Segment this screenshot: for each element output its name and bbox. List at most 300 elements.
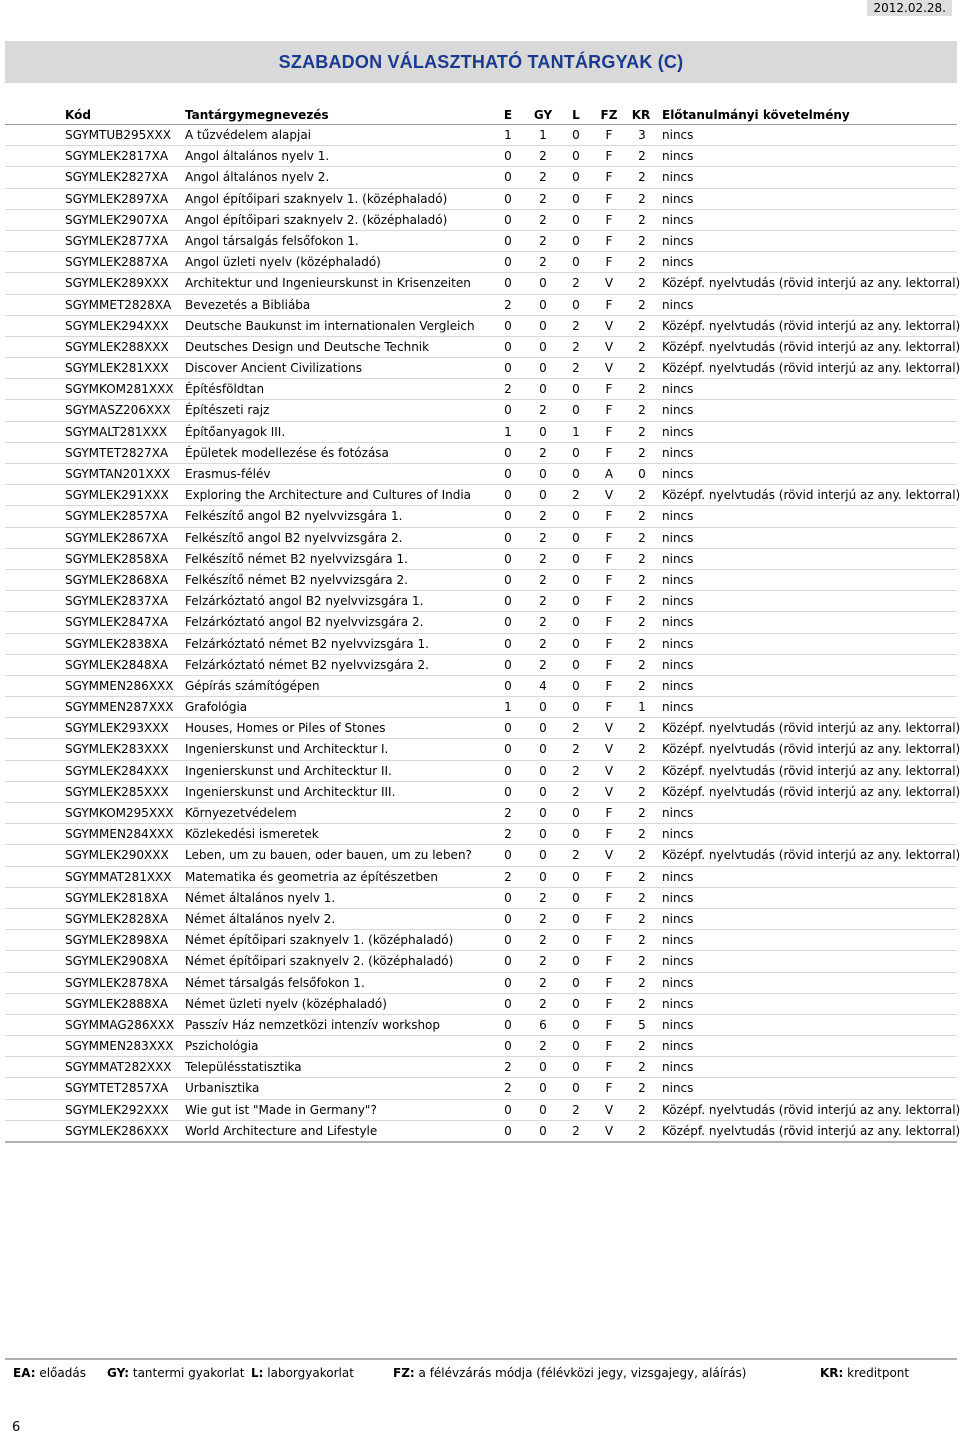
course-name: Felzárkóztató angol B2 nyelvvizsgára 2.	[185, 615, 424, 630]
practice-hours: 0	[539, 869, 547, 884]
course-name: Wie gut ist "Made in Germany"?	[185, 1102, 377, 1117]
practice-hours: 2	[539, 403, 547, 418]
credit-points: 2	[638, 954, 646, 969]
page-number: 6	[12, 1420, 21, 1435]
course-code: SGYMLEK2888XA	[65, 996, 169, 1011]
prerequisite: nincs	[662, 975, 694, 990]
legend-key: FZ:	[393, 1366, 415, 1380]
credit-points: 2	[638, 784, 646, 799]
lecture-hours: 0	[504, 233, 512, 248]
prerequisite: Középf. nyelvtudás (rövid interjú az any. lektorral)	[662, 488, 960, 503]
document-date: 2012.02.28.	[867, 0, 952, 16]
lab-hours: 2	[572, 784, 580, 799]
lecture-hours: 2	[504, 869, 512, 884]
lecture-hours: 0	[504, 996, 512, 1011]
practice-hours: 0	[539, 721, 547, 736]
credit-points: 2	[638, 911, 646, 926]
course-code: SGYMMAT281XXX	[65, 869, 172, 884]
prerequisite: nincs	[662, 615, 694, 630]
lab-hours: 0	[572, 255, 580, 270]
course-name: Discover Ancient Civilizations	[185, 361, 362, 376]
assessment-type: F	[605, 869, 613, 884]
practice-hours: 2	[539, 594, 547, 609]
credit-points: 2	[638, 1081, 646, 1096]
credit-points: 2	[638, 339, 646, 354]
course-name: Houses, Homes or Piles of Stones	[185, 721, 386, 736]
lab-hours: 0	[572, 1017, 580, 1032]
course-code: SGYMLEK293XXX	[65, 721, 169, 736]
lecture-hours: 1	[504, 128, 512, 142]
assessment-type: F	[605, 1017, 613, 1032]
course-name: Angol üzleti nyelv (középhaladó)	[185, 255, 381, 270]
course-code: SGYMLEK288XXX	[65, 339, 169, 354]
credit-points: 2	[638, 170, 646, 185]
course-name: Erasmus-félév	[185, 467, 271, 481]
header-gy: GY	[533, 108, 553, 122]
course-name: Ingenierskunst und Architecktur I.	[185, 742, 389, 757]
assessment-type: F	[605, 636, 613, 651]
prerequisite: nincs	[662, 827, 694, 842]
practice-hours: 0	[539, 424, 547, 439]
course-code: SGYMMEN284XXX	[65, 827, 174, 842]
assessment-type: F	[605, 551, 613, 566]
table-row	[5, 867, 957, 888]
course-code: SGYMMET2828XA	[65, 297, 172, 312]
assessment-type: F	[605, 954, 613, 969]
practice-hours: 2	[539, 572, 547, 587]
practice-hours: 2	[539, 636, 547, 651]
assessment-type: F	[605, 996, 613, 1011]
credit-points: 2	[638, 1123, 646, 1138]
table-row	[5, 570, 957, 591]
practice-hours: 0	[539, 1123, 547, 1138]
course-code: SGYMLEK2887XA	[65, 255, 169, 270]
course-code: SGYMLEK294XXX	[65, 318, 169, 333]
prerequisite: nincs	[662, 551, 694, 566]
lecture-hours: 0	[504, 1039, 512, 1054]
legend-key: KR:	[820, 1366, 844, 1380]
course-name: Felzárkóztató angol B2 nyelvvizsgára 1.	[185, 594, 424, 609]
lecture-hours: 0	[504, 933, 512, 948]
prerequisite: nincs	[662, 191, 694, 206]
course-code: SGYMLEK292XXX	[65, 1102, 169, 1117]
practice-hours: 0	[539, 700, 547, 715]
course-name: Közlekedési ismeretek	[185, 827, 319, 842]
assessment-type: F	[605, 255, 613, 270]
practice-hours: 0	[539, 806, 547, 820]
assessment-type: F	[605, 424, 613, 439]
practice-hours: 0	[539, 784, 547, 799]
table-row	[5, 1121, 960, 1143]
lecture-hours: 0	[504, 784, 512, 799]
credit-points: 2	[638, 848, 646, 863]
course-name: Német üzleti nyelv (középhaladó)	[185, 996, 387, 1011]
credit-points: 1	[638, 700, 646, 715]
lab-hours: 1	[572, 424, 580, 439]
course-name: Felkészítő angol B2 nyelvvizsgára 1.	[185, 509, 403, 524]
lab-hours: 0	[572, 1039, 580, 1054]
course-code: SGYMLEK2868XA	[65, 572, 169, 587]
credit-points: 2	[638, 869, 646, 884]
header-name: Tantárgymegnevezés	[185, 108, 329, 122]
lab-hours: 0	[572, 212, 580, 227]
prerequisite: nincs	[662, 594, 694, 609]
assessment-type: F	[605, 700, 613, 715]
table-row	[5, 464, 957, 485]
table-row	[5, 676, 957, 697]
prerequisite: nincs	[662, 403, 694, 418]
assessment-type: F	[605, 657, 613, 672]
prerequisite: Középf. nyelvtudás (rövid interjú az any. lektorral)	[662, 721, 960, 736]
lecture-hours: 0	[504, 149, 512, 164]
prerequisite: nincs	[662, 424, 694, 439]
assessment-type: F	[605, 170, 613, 185]
lecture-hours: 0	[504, 636, 512, 651]
lab-hours: 0	[572, 615, 580, 630]
table-row	[5, 803, 957, 824]
course-code: SGYMLEK283XXX	[65, 742, 169, 757]
table-row	[5, 909, 957, 930]
course-code: SGYMLEK2817XA	[65, 149, 169, 164]
credit-points: 2	[638, 806, 646, 820]
credit-points: 5	[638, 1017, 646, 1032]
course-code: SGYMKOM295XXX	[65, 806, 174, 820]
course-name: Felkészítő német B2 nyelvvizsgára 2.	[185, 572, 408, 587]
lecture-hours: 2	[504, 827, 512, 842]
course-code: SGYMLEK291XXX	[65, 488, 169, 503]
course-name: Architektur und Ingenieurskunst in Krisenzeiten	[185, 276, 471, 291]
lecture-hours: 1	[504, 700, 512, 715]
practice-hours: 0	[539, 339, 547, 354]
course-code: SGYMTET2827XA	[65, 445, 169, 460]
practice-hours: 2	[539, 996, 547, 1011]
table-row	[5, 252, 957, 273]
lecture-hours: 0	[504, 1017, 512, 1032]
practice-hours: 2	[539, 551, 547, 566]
prerequisite: nincs	[662, 657, 694, 672]
course-code: SGYMLEK2847XA	[65, 615, 169, 630]
practice-hours: 0	[539, 1081, 547, 1096]
prerequisite: nincs	[662, 911, 694, 926]
assessment-type: V	[604, 763, 614, 778]
credit-points: 2	[638, 233, 646, 248]
lecture-hours: 0	[504, 678, 512, 693]
table-row	[5, 146, 957, 167]
lab-hours: 2	[572, 318, 580, 333]
prerequisite: nincs	[662, 806, 694, 820]
assessment-type: A	[604, 467, 614, 481]
course-code: SGYMLEK2858XA	[65, 551, 169, 566]
practice-hours: 2	[539, 615, 547, 630]
course-name: Építőanyagok III.	[185, 424, 286, 439]
prerequisite: nincs	[662, 890, 694, 905]
prerequisite: nincs	[662, 128, 694, 142]
course-name: Pszichológia	[185, 1039, 259, 1054]
assessment-type: F	[605, 975, 613, 990]
course-code: SGYMTET2857XA	[65, 1081, 169, 1096]
lecture-hours: 0	[504, 445, 512, 460]
lecture-hours: 0	[504, 488, 512, 503]
course-name: Urbanisztika	[185, 1081, 260, 1096]
assessment-type: F	[605, 827, 613, 842]
prerequisite: nincs	[662, 700, 694, 715]
lecture-hours: 0	[504, 594, 512, 609]
course-name: Angol általános nyelv 2.	[185, 170, 330, 185]
course-code: SGYMLEK2898XA	[65, 933, 169, 948]
course-name: Épületek modellezése és fotózása	[185, 445, 389, 460]
lecture-hours: 0	[504, 848, 512, 863]
table-row	[5, 973, 957, 994]
lab-hours: 0	[572, 954, 580, 969]
assessment-type: F	[605, 191, 613, 206]
table-row	[5, 1078, 957, 1099]
prerequisite: nincs	[662, 1017, 694, 1032]
lab-hours: 0	[572, 975, 580, 990]
course-name: Építészeti rajz	[185, 403, 270, 418]
table-row	[5, 824, 957, 845]
credit-points: 2	[638, 318, 646, 333]
table-row	[5, 845, 960, 866]
table-row	[5, 549, 957, 570]
prerequisite: Középf. nyelvtudás (rövid interjú az any. lektorral)	[662, 784, 960, 799]
course-name: Német társalgás felsőfokon 1.	[185, 975, 365, 990]
prerequisite: Középf. nyelvtudás (rövid interjú az any. lektorral)	[662, 1123, 960, 1138]
prerequisite: nincs	[662, 996, 694, 1011]
assessment-type: F	[605, 806, 613, 820]
course-name: Gépírás számítógépen	[185, 678, 320, 693]
lecture-hours: 1	[504, 424, 512, 439]
legend-item	[107, 1366, 244, 1380]
practice-hours: 2	[539, 255, 547, 270]
practice-hours: 0	[539, 488, 547, 503]
lecture-hours: 0	[504, 191, 512, 206]
table-row	[5, 379, 957, 400]
header-fz: FZ	[600, 108, 618, 122]
lab-hours: 0	[572, 445, 580, 460]
practice-hours: 0	[539, 1060, 547, 1075]
course-code: SGYMLEK2877XA	[65, 233, 169, 248]
assessment-type: F	[605, 1039, 613, 1054]
assessment-type: F	[605, 594, 613, 609]
practice-hours: 0	[539, 318, 547, 333]
assessment-type: F	[605, 445, 613, 460]
assessment-type: F	[605, 509, 613, 524]
credit-points: 2	[638, 212, 646, 227]
header-prerequisite: Előtanulmányi követelmény	[662, 108, 850, 122]
lecture-hours: 0	[504, 170, 512, 185]
credit-points: 2	[638, 509, 646, 524]
assessment-type: F	[605, 615, 613, 630]
course-code: SGYMLEK2867XA	[65, 530, 169, 545]
lab-hours: 0	[572, 678, 580, 693]
assessment-type: F	[605, 212, 613, 227]
course-name: Angol építőipari szaknyelv 2. (középhaladó)	[185, 212, 448, 227]
lecture-hours: 0	[504, 212, 512, 227]
course-code: SGYMLEK286XXX	[65, 1123, 169, 1138]
table-row	[5, 358, 960, 379]
title-banner	[5, 41, 957, 83]
table-row	[5, 506, 957, 527]
lecture-hours: 0	[504, 742, 512, 757]
course-code: SGYMKOM281XXX	[65, 382, 174, 397]
course-name: Grafológia	[185, 700, 248, 715]
course-code: SGYMLEK290XXX	[65, 848, 169, 863]
assessment-type: F	[605, 233, 613, 248]
lab-hours: 0	[572, 657, 580, 672]
prerequisite: nincs	[662, 572, 694, 587]
lecture-hours: 0	[504, 954, 512, 969]
lecture-hours: 0	[504, 911, 512, 926]
credit-points: 2	[638, 1102, 646, 1117]
lecture-hours: 0	[504, 1102, 512, 1117]
practice-hours: 0	[539, 1102, 547, 1117]
legend-key: GY:	[107, 1366, 130, 1380]
practice-hours: 2	[539, 954, 547, 969]
lecture-hours: 0	[504, 721, 512, 736]
course-code: SGYMMEN286XXX	[65, 678, 174, 693]
practice-hours: 2	[539, 233, 547, 248]
table-row	[5, 612, 957, 633]
legend-text: előadás	[39, 1366, 86, 1380]
lab-hours: 0	[572, 467, 580, 481]
legend-text: kreditpont	[847, 1366, 910, 1380]
legend-key: EA:	[13, 1366, 36, 1380]
lecture-hours: 0	[504, 657, 512, 672]
course-name: Angol építőipari szaknyelv 1. (középhaladó)	[185, 191, 448, 206]
course-code: SGYMLEK2857XA	[65, 509, 169, 524]
credit-points: 2	[638, 933, 646, 948]
practice-hours: 0	[539, 848, 547, 863]
credit-points: 2	[638, 721, 646, 736]
credit-points: 2	[638, 742, 646, 757]
lab-hours: 2	[572, 848, 580, 863]
prerequisite: Középf. nyelvtudás (rövid interjú az any. lektorral)	[662, 339, 960, 354]
legend-item	[13, 1366, 86, 1380]
table-row	[5, 337, 960, 358]
prerequisite: nincs	[662, 170, 694, 185]
credit-points: 3	[638, 128, 646, 142]
practice-hours: 2	[539, 911, 547, 926]
credit-points: 2	[638, 657, 646, 672]
credit-points: 2	[638, 276, 646, 291]
course-name: Deutsche Baukunst im internationalen Vergleich	[185, 318, 475, 333]
credit-points: 2	[638, 382, 646, 397]
table-row	[5, 528, 957, 549]
course-name: Felzárkóztató német B2 nyelvvizsgára 2.	[185, 657, 429, 672]
lecture-hours: 0	[504, 255, 512, 270]
lab-hours: 2	[572, 763, 580, 778]
course-code: SGYMLEK2897XA	[65, 191, 169, 206]
practice-hours: 0	[539, 763, 547, 778]
prerequisite: nincs	[662, 1039, 694, 1054]
course-code: SGYMLEK2828XA	[65, 911, 169, 926]
lab-hours: 0	[572, 594, 580, 609]
table-row	[5, 782, 960, 803]
lab-hours: 2	[572, 742, 580, 757]
practice-hours: 6	[539, 1017, 547, 1032]
course-name: Leben, um zu bauen, oder bauen, um zu leben?	[185, 848, 472, 863]
legend-item	[393, 1366, 746, 1380]
lecture-hours: 0	[504, 1123, 512, 1138]
credit-points: 2	[638, 1060, 646, 1075]
course-code: SGYMLEK289XXX	[65, 276, 169, 291]
assessment-type: F	[605, 403, 613, 418]
course-table	[5, 104, 960, 1143]
credit-points: 2	[638, 572, 646, 587]
practice-hours: 2	[539, 890, 547, 905]
legend-item	[820, 1366, 909, 1380]
course-name: Német építőipari szaknyelv 2. (középhaladó)	[185, 954, 454, 969]
table-row	[5, 167, 957, 188]
prerequisite: Középf. nyelvtudás (rövid interjú az any. lektorral)	[662, 742, 960, 757]
credit-points: 2	[638, 530, 646, 545]
practice-hours: 2	[539, 1039, 547, 1054]
lecture-hours: 2	[504, 297, 512, 312]
assessment-type: F	[605, 890, 613, 905]
credit-points: 2	[638, 551, 646, 566]
prerequisite: Középf. nyelvtudás (rövid interjú az any. lektorral)	[662, 763, 960, 778]
course-code: SGYMASZ206XXX	[65, 403, 171, 418]
lecture-hours: 0	[504, 467, 512, 481]
lecture-hours: 0	[504, 572, 512, 587]
lab-hours: 0	[572, 890, 580, 905]
course-name: Építésföldtan	[185, 382, 265, 397]
lab-hours: 0	[572, 403, 580, 418]
lab-hours: 0	[572, 1060, 580, 1075]
table-row	[5, 400, 957, 421]
prerequisite: nincs	[662, 149, 694, 164]
table-row	[5, 231, 957, 252]
lecture-hours: 0	[504, 276, 512, 291]
lecture-hours: 2	[504, 1081, 512, 1096]
course-code: SGYMMEN283XXX	[65, 1039, 174, 1054]
course-name: Matematika és geometria az építészetben	[185, 869, 438, 884]
lab-hours: 2	[572, 276, 580, 291]
credit-points: 2	[638, 191, 646, 206]
credit-points: 2	[638, 1039, 646, 1054]
course-code: SGYMLEK2908XA	[65, 954, 169, 969]
table-row	[5, 697, 957, 718]
practice-hours: 0	[539, 361, 547, 376]
practice-hours: 2	[539, 445, 547, 460]
lab-hours: 0	[572, 933, 580, 948]
lecture-hours: 2	[504, 1060, 512, 1075]
lab-hours: 0	[572, 572, 580, 587]
credit-points: 2	[638, 297, 646, 312]
lab-hours: 0	[572, 297, 580, 312]
credit-points: 2	[638, 678, 646, 693]
practice-hours: 0	[539, 276, 547, 291]
assessment-type: V	[604, 488, 614, 503]
lab-hours: 0	[572, 996, 580, 1011]
prerequisite: nincs	[662, 212, 694, 227]
lab-hours: 0	[572, 509, 580, 524]
lab-hours: 0	[572, 551, 580, 566]
table-header	[5, 104, 957, 125]
prerequisite: Középf. nyelvtudás (rövid interjú az any. lektorral)	[662, 318, 960, 333]
header-code: Kód	[65, 108, 91, 122]
prerequisite: Középf. nyelvtudás (rövid interjú az any. lektorral)	[662, 276, 960, 291]
practice-hours: 1	[539, 128, 547, 142]
practice-hours: 0	[539, 297, 547, 312]
course-code: SGYMLEK2837XA	[65, 594, 169, 609]
assessment-type: V	[604, 318, 614, 333]
practice-hours: 2	[539, 933, 547, 948]
lab-hours: 2	[572, 721, 580, 736]
prerequisite: nincs	[662, 509, 694, 524]
lab-hours: 0	[572, 806, 580, 820]
lecture-hours: 0	[504, 530, 512, 545]
